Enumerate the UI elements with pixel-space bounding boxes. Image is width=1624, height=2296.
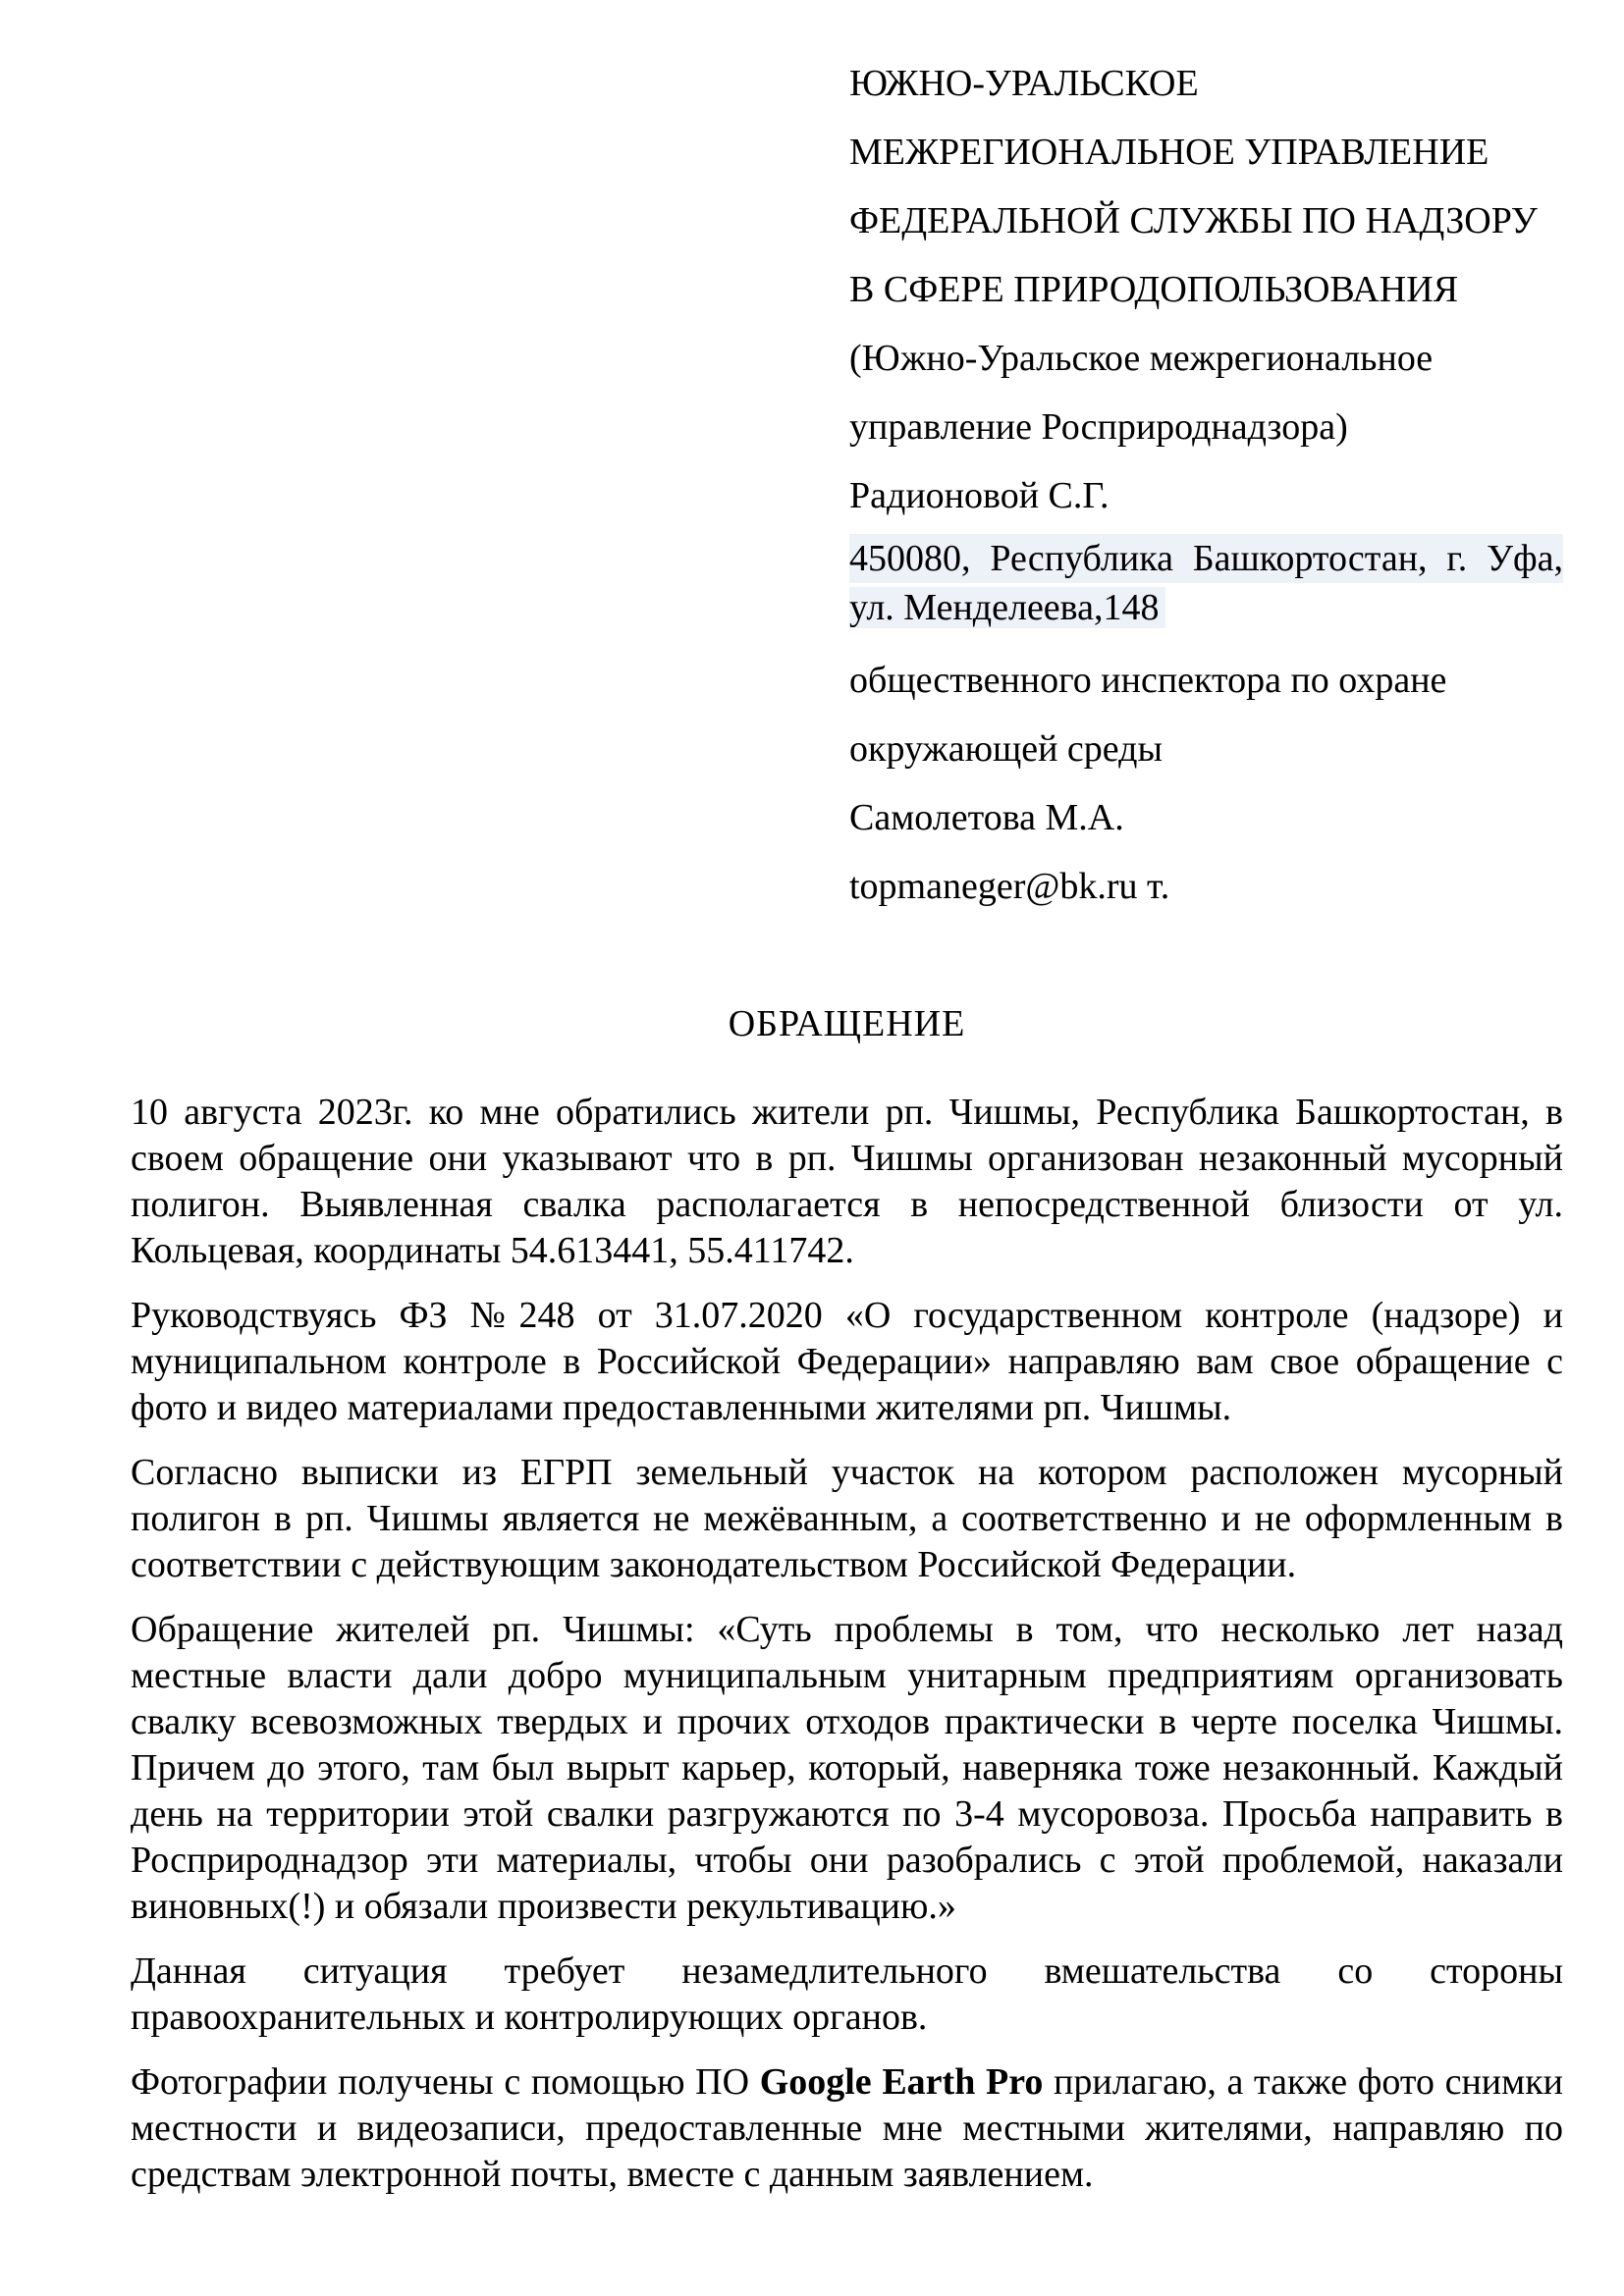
sender-role-line-2: окружающей среды bbox=[849, 728, 1164, 770]
paragraph-3: Согласно выписки из ЕГРП земельный участок на котором расположен мусорный полигон в рп. Чишмы является не межёванным, а соответственно и не оформленным в соответствии с действующим законодательством Российской Федерации. bbox=[131, 1452, 1563, 1585]
recipient-address-line-1: 450080, Республика Башкортостан, г. Уфа, bbox=[849, 534, 1563, 583]
recipient-address-line-2-text: ул. Менделеева,148 bbox=[849, 587, 1165, 628]
recipient-address-line-2 bbox=[849, 583, 1563, 632]
recipient-person-line: Радионовой С.Г. bbox=[849, 475, 1110, 516]
paragraph-4: Обращение жителей рп. Чишмы: «Суть проблемы в том, что несколько лет назад местные власти дали добро муниципальным унитарным предприятиям организовать свалку всевозможных твердых и прочих отходов практически в черте поселка Чишмы. Причем до этого, там был вырыт карьер, который, наверняка тоже незаконный. Каждый день на территории этой свалки разгружаются по 3-4 мусоровоза. Просьба направить в Росприроднадзор эти материалы, чтобы они разобрались с этой проблемой, наказали виновных(!) и обязали произвести рекультивацию.» bbox=[131, 1609, 1563, 1927]
sender-role-line-1: общественного инспектора по охране bbox=[849, 660, 1447, 701]
paragraph-6-bold-software-name: Google Earth Pro bbox=[759, 2061, 1044, 2103]
document-body bbox=[131, 1090, 1563, 2198]
recipient-address-highlighted bbox=[849, 534, 1563, 632]
recipient-block bbox=[849, 49, 1563, 921]
recipient-org-line-4: В СФЕРЕ ПРИРОДОПОЛЬЗОВАНИЯ bbox=[849, 269, 1459, 310]
recipient-org-line-3: ФЕДЕРАЛЬНОЙ СЛУЖБЫ ПО НАДЗОРУ bbox=[849, 200, 1538, 241]
sender-name-line: Самолетова М.А. bbox=[849, 797, 1124, 838]
paragraph-1: 10 августа 2023г. ко мне обратились жители рп. Чишмы, Республика Башкортостан, в своем обращение они указывают что в рп. Чишмы организован незаконный мусорный полигон. Выявленная свалка располагается в непосредственной близости от ул. Кольцевая, координаты 54.613441, 55.411742. bbox=[131, 1092, 1563, 1271]
recipient-org-line-2: МЕЖРЕГИОНАЛЬНОЕ УПРАВЛЕНИЕ bbox=[849, 132, 1489, 173]
recipient-org-line-1: ЮЖНО-УРАЛЬСКОЕ bbox=[849, 63, 1199, 104]
paragraph-6-text-after: прилагаю, а также фото снимки местности и видеозаписи, предоставленные мне местными жителями, направляю по средствам электронной почты, вместе с данным заявлением. bbox=[131, 2061, 1563, 2195]
paragraph-6-text-before: Фотографии получены с помощью ПО bbox=[131, 2061, 760, 2103]
paragraph-5: Данная ситуация требует незамедлительного вмешательства со стороны правоохранительных и контролирующих органов. bbox=[131, 1950, 1563, 2038]
document-title: ОБРАЩЕНИЕ bbox=[728, 1003, 966, 1044]
recipient-org-line-5: (Южно-Уральское межрегиональное bbox=[849, 338, 1434, 379]
recipient-org-line-6: управление Росприроднадзора) bbox=[849, 406, 1348, 448]
sender-email-line: topmaneger@bk.ru т. bbox=[849, 866, 1170, 907]
paragraph-6 bbox=[131, 2059, 1563, 2198]
paragraph-2: Руководствуясь ФЗ №248 от 31.07.2020 «О государственном контроле (надзоре) и муниципальном контроле в Российской Федерации» направляю вам свое обращение с фото и видео материалами предоставленными жителями рп. Чишмы. bbox=[131, 1295, 1563, 1428]
